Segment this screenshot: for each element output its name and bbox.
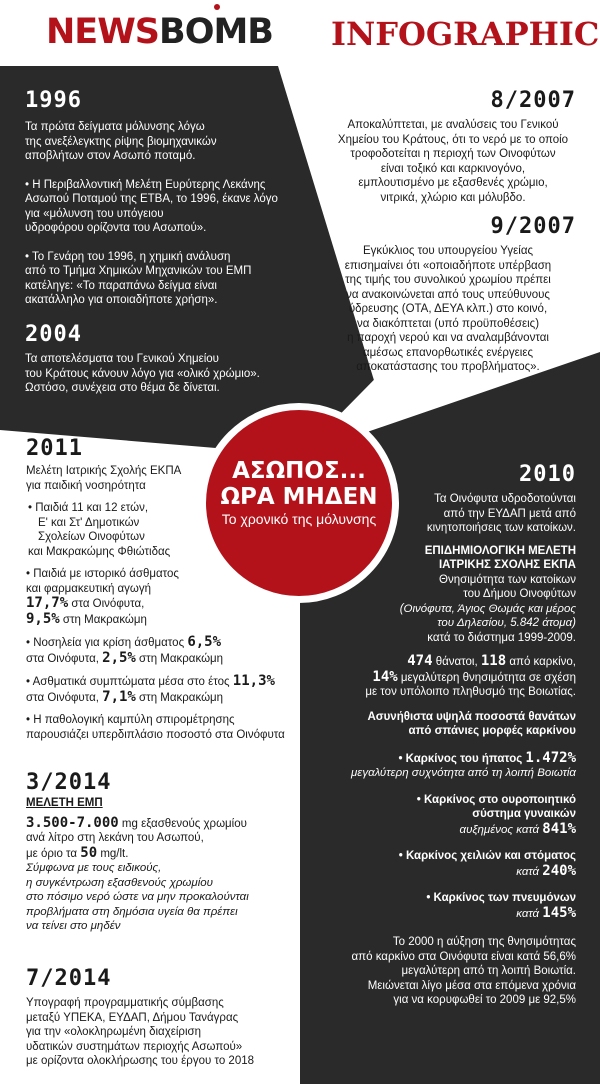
- lip-cancer-value: 240%: [542, 862, 576, 879]
- text-line: • Η παθολογική καμπύλη σπιρομέτρησης: [26, 714, 235, 726]
- text-line: της ανεξέλεγκτης ρίψης βιομηχανικών: [25, 135, 217, 148]
- year-9-2007: 9/2007: [490, 214, 576, 239]
- text-line: προβλήματα στη δημόσια υγεία θα πρέπει: [26, 905, 238, 918]
- text-line: του Δηλεσίου, 5.842 άτομα): [437, 617, 576, 629]
- text-line: Μελέτη Ιατρικής Σχολής ΕΚΠΑ: [26, 465, 182, 477]
- section-8-2007: [330, 88, 576, 205]
- text-line: κινητοποιήσεις των κατοίκων.: [426, 522, 576, 534]
- text-line: ύδρευσης (ΟΤΑ, ΔΕΥΑ κλπ.) στο κοινό,: [348, 303, 548, 315]
- hospitalization-makrakomi-value: 2,5%: [102, 649, 136, 666]
- symptoms-makrakomi-value: 7,1%: [102, 688, 136, 705]
- text-line: τροφοδοτείται η περιοχή των Οινοφύτων: [350, 148, 556, 160]
- text-line: η συγκέντρωση εξασθενούς χρωμίου: [26, 876, 213, 889]
- text-span: στα Οινόφυτα,: [26, 691, 103, 704]
- text-line: εμπλουτισμένο με εξασθενές χρώμιο,: [358, 177, 548, 189]
- study-title: ΙΑΤΡΙΚΗΣ ΣΧΟΛΗΣ ΕΚΠΑ: [438, 559, 576, 571]
- text-line: Μειώνεται λίγο μέσα στα επόμενα χρόνια: [367, 979, 576, 992]
- section-9-2007: [320, 214, 576, 375]
- text-line: Αποκαλύπτεται, με αναλύσεις του Γενικού: [347, 119, 559, 131]
- text-line: Το 2000 η αύξηση της θνησιμότητας: [392, 936, 576, 948]
- text-span: αυξημένος κατά: [459, 823, 543, 836]
- lung-cancer-value: 145%: [542, 904, 576, 921]
- section-2004: [25, 322, 295, 396]
- logo-news: NEWS: [46, 12, 160, 52]
- text-line: • Καρκίνος των πνευμόνων: [426, 892, 576, 904]
- text-line: του Δήμου Οινοφύτων: [463, 588, 576, 600]
- newsbomb-logo: [46, 10, 273, 54]
- text-line: • Το Γενάρη του 1996, η χημική ανάλυση: [25, 250, 231, 263]
- chromium-range-value: 3.500-7.000: [26, 814, 119, 831]
- text-line: νιτρικά, χλώριο και μόλυβδο.: [380, 191, 526, 204]
- section-2011: [26, 436, 301, 742]
- text-line: Θνησιμότητα των κατοίκων: [439, 573, 576, 586]
- text-line: Σχολείων Οινοφύτων: [38, 531, 145, 543]
- text-line: παρουσιάζει υπερδιπλάσιο ποσοστό στα Οινόφυτα: [26, 728, 285, 741]
- text-line: ακατάλληλο για οποιαδήποτε χρήση».: [25, 294, 218, 306]
- text-line: αμέσως επανορθωτικές ενέργειες: [362, 346, 534, 359]
- year-7-2014: 7/2014: [26, 966, 112, 991]
- title-line-2: ΩΡΑ ΜΗΔΕΝ: [220, 484, 378, 510]
- deaths-value: 474: [407, 653, 433, 669]
- text-line: είναι τοξικό και καρκινογόνο,: [380, 162, 526, 175]
- text-line: υδροφόρου ορίζοντα του Ασωπού».: [25, 222, 207, 234]
- text-span: • Νοσηλεία για κρίση άσθματος: [26, 637, 188, 649]
- year-3-2014: 3/2014: [26, 770, 112, 795]
- text-line: να τείνει στο μηδέν: [26, 920, 121, 932]
- bomb-fuse-icon: [212, 2, 222, 12]
- text-line: Σύμφωνα με τους ειδικούς,: [26, 862, 162, 874]
- year-8-2007: 8/2007: [490, 88, 576, 113]
- chromium-limit-value: 50: [80, 844, 98, 861]
- text-line: αποβλήτων στον Ασωπό ποταμό.: [25, 150, 196, 162]
- text-line: μεγαλύτερη συχνότητα από τη λοιπή Βοιωτία: [350, 767, 576, 779]
- year-1996: 1996: [25, 88, 82, 113]
- section-2010: [318, 462, 576, 1008]
- text-line: με ορίζοντα ολοκλήρωσης του έργου το 2018: [26, 1055, 255, 1067]
- text-line: σύστημα γυναικών: [472, 808, 576, 820]
- text-line: Ασυνήθιστα υψηλά ποσοστά θανάτων: [367, 710, 576, 723]
- asthma-history-oinofyta-value: 17,7%: [26, 595, 69, 611]
- text-span: με όριο τα: [26, 847, 81, 860]
- text-line: Ε' και Στ' Δημοτικών: [38, 516, 140, 529]
- text-line: υδατικών συστημάτων περιοχής Ασωπού»: [26, 1040, 243, 1053]
- text-span: mg εξασθενούς χρωμίου: [118, 817, 247, 830]
- study-title: ΕΠΙΔΗΜΙΟΛΟΓΙΚΗ ΜΕΛΕΤΗ: [424, 544, 576, 557]
- text-span: στα Οινόφυτα,: [26, 652, 103, 665]
- symptoms-oinofyta-value: 11,3%: [232, 673, 275, 689]
- text-line: μεγαλύτερη από τη λοιπή Βοιωτία.: [401, 965, 576, 977]
- section-7-2014: [26, 966, 301, 1069]
- text-line: από καρκίνο στα Οινόφυτα είναι κατά 56,6%: [351, 950, 576, 963]
- text-span: στη Μακρακώμη: [135, 652, 224, 665]
- text-line: • Καρκίνος στο ουροποιητικό: [416, 793, 576, 806]
- text-line: Τα Οινόφυτα υδροδοτούνται: [434, 493, 576, 505]
- text-line: και φαρμακευτική αγωγή: [26, 582, 152, 595]
- text-line: • Η Περιβαλλοντική Μελέτη Ευρύτερης Λεκάνης: [25, 178, 266, 191]
- section-3-2014: [26, 770, 301, 934]
- text-span: στα Οινόφυτα,: [68, 598, 145, 610]
- text-line: για την «ολοκληρωμένη διαχείριση: [26, 1026, 201, 1038]
- title-line-1: ΑΣΩΠΟΣ... ΩΡΑ ΜΗΔΕΝ: [220, 458, 378, 510]
- text-line: Υπογραφή προγραμματικής σύμβασης: [26, 997, 224, 1009]
- urinary-cancer-value: 841%: [542, 820, 576, 837]
- text-line: κατέληγε: «Το παραπάνω δείγμα είναι: [25, 279, 217, 292]
- text-line: μεταξύ ΥΠΕΚΑ, ΕΥΔΑΠ, Δήμου Τανάγρας: [26, 1011, 239, 1024]
- liver-cancer-value: 1.472%: [525, 749, 576, 766]
- text-line: της τιμής του συνολικού χρωμίου πρέπει: [345, 274, 551, 286]
- text-span: • Καρκίνος του ήπατος: [398, 752, 526, 765]
- text-line: Ωστόσο, συνέχεια στο θέμα δε δίνεται.: [25, 382, 220, 394]
- year-2011: 2011: [26, 436, 83, 461]
- text-line: από το Τμήμα Χημικών Μηχανικών του ΕΜΠ: [25, 265, 252, 277]
- text-line: • Παιδιά με ιστορικό άσθματος: [26, 568, 179, 580]
- text-line: από την ΕΥΔΑΠ μετά από: [443, 507, 576, 520]
- text-line: ανά λίτρο στη λεκάνη του Ασωπού,: [26, 832, 204, 844]
- text-line: επισημαίνει ότι «οποιαδήποτε υπέρβαση: [344, 259, 552, 272]
- text-line: η παροχή νερού και να αναλαμβάνονται: [347, 332, 549, 344]
- hospitalization-oinofyta-value: 6,5%: [187, 634, 222, 650]
- text-span: κατά: [516, 907, 543, 920]
- text-span: από καρκίνο,: [506, 656, 576, 668]
- bullet-children: [26, 501, 301, 559]
- text-line: Χημείου του Κράτους, ότι το νερό με το οποίο: [337, 133, 569, 146]
- study-label: ΜΕΛΕΤΗ ΕΜΠ: [26, 797, 103, 809]
- logo-bomb: BOMB: [159, 12, 273, 52]
- text-line: Ασωπού Ποταμού της ΕΤΒΑ, το 1996, έκανε λόγο: [25, 193, 278, 205]
- text-line: Τα αποτελέσματα του Γενικού Χημείου: [25, 353, 219, 365]
- text-line: με τον υπόλοιπο πληθυσμό της Βοιωτίας.: [365, 686, 576, 698]
- year-2010: 2010: [519, 462, 576, 487]
- title-subtitle: Το χρονικό της μόλυνσης: [221, 511, 377, 527]
- cancer-deaths-value: 118: [480, 653, 507, 669]
- text-line: για «μόλυνση του υπόγειου: [25, 207, 164, 220]
- text-span: στη Μακρακώμη: [59, 613, 147, 626]
- asthma-history-makrakomi-value: 9,5%: [26, 610, 60, 627]
- text-line: • Καρκίνος χειλιών και στόματος: [398, 850, 576, 862]
- text-span: θάνατοι,: [432, 656, 481, 668]
- text-line: του Κράτους κάνουν λόγο για «ολικό χρώμιο».: [25, 367, 260, 380]
- text-line: στο πόσιμο νερό ώστε να μην προκαλούνται: [26, 891, 249, 903]
- text-line: Τα πρώτα δείγματα μόλυνσης λόγω: [25, 121, 205, 133]
- text-span: μεγαλύτερη θνησιμότητα σε σχέση: [397, 671, 576, 684]
- text-line: Εγκύκλιος του υπουργείου Υγείας: [362, 245, 534, 257]
- infographic-title: INFOGRAPHIC: [331, 15, 600, 53]
- text-line: (Οινόφυτα, Άγιος Θωμάς και μέρος: [399, 602, 576, 615]
- text-span: στη Μακρακώμη: [135, 691, 224, 704]
- year-2004: 2004: [25, 322, 82, 347]
- text-span: κατά: [516, 865, 543, 878]
- text-line: να ανακοινώνεται από τους υπεύθυνους: [346, 288, 550, 301]
- text-line: κατά το διάστημα 1999-2009.: [427, 631, 576, 644]
- text-line: να διακόπτεται (υπό προϋποθέσεις): [356, 317, 540, 330]
- text-line: αποκατάστασης του προβλήματος».: [356, 361, 540, 373]
- text-line: από σπάνιες μορφές καρκίνου: [408, 725, 576, 737]
- text-span: mg/lt.: [97, 847, 129, 860]
- text-line: • Παιδιά 11 και 12 ετών,: [28, 502, 149, 514]
- section-1996: [25, 88, 295, 308]
- text-line: και Μακρακώμης Φθιώτιδας: [28, 545, 171, 558]
- text-line: για παιδική νοσηρότητα: [26, 479, 146, 492]
- text-line: για να κορυφωθεί το 2009 με 92,5%: [393, 994, 576, 1006]
- mortality-increase-value: 14%: [372, 668, 398, 685]
- header: [0, 0, 600, 66]
- text-span: • Ασθματικά συμπτώματα μέσα στο έτος: [26, 676, 233, 688]
